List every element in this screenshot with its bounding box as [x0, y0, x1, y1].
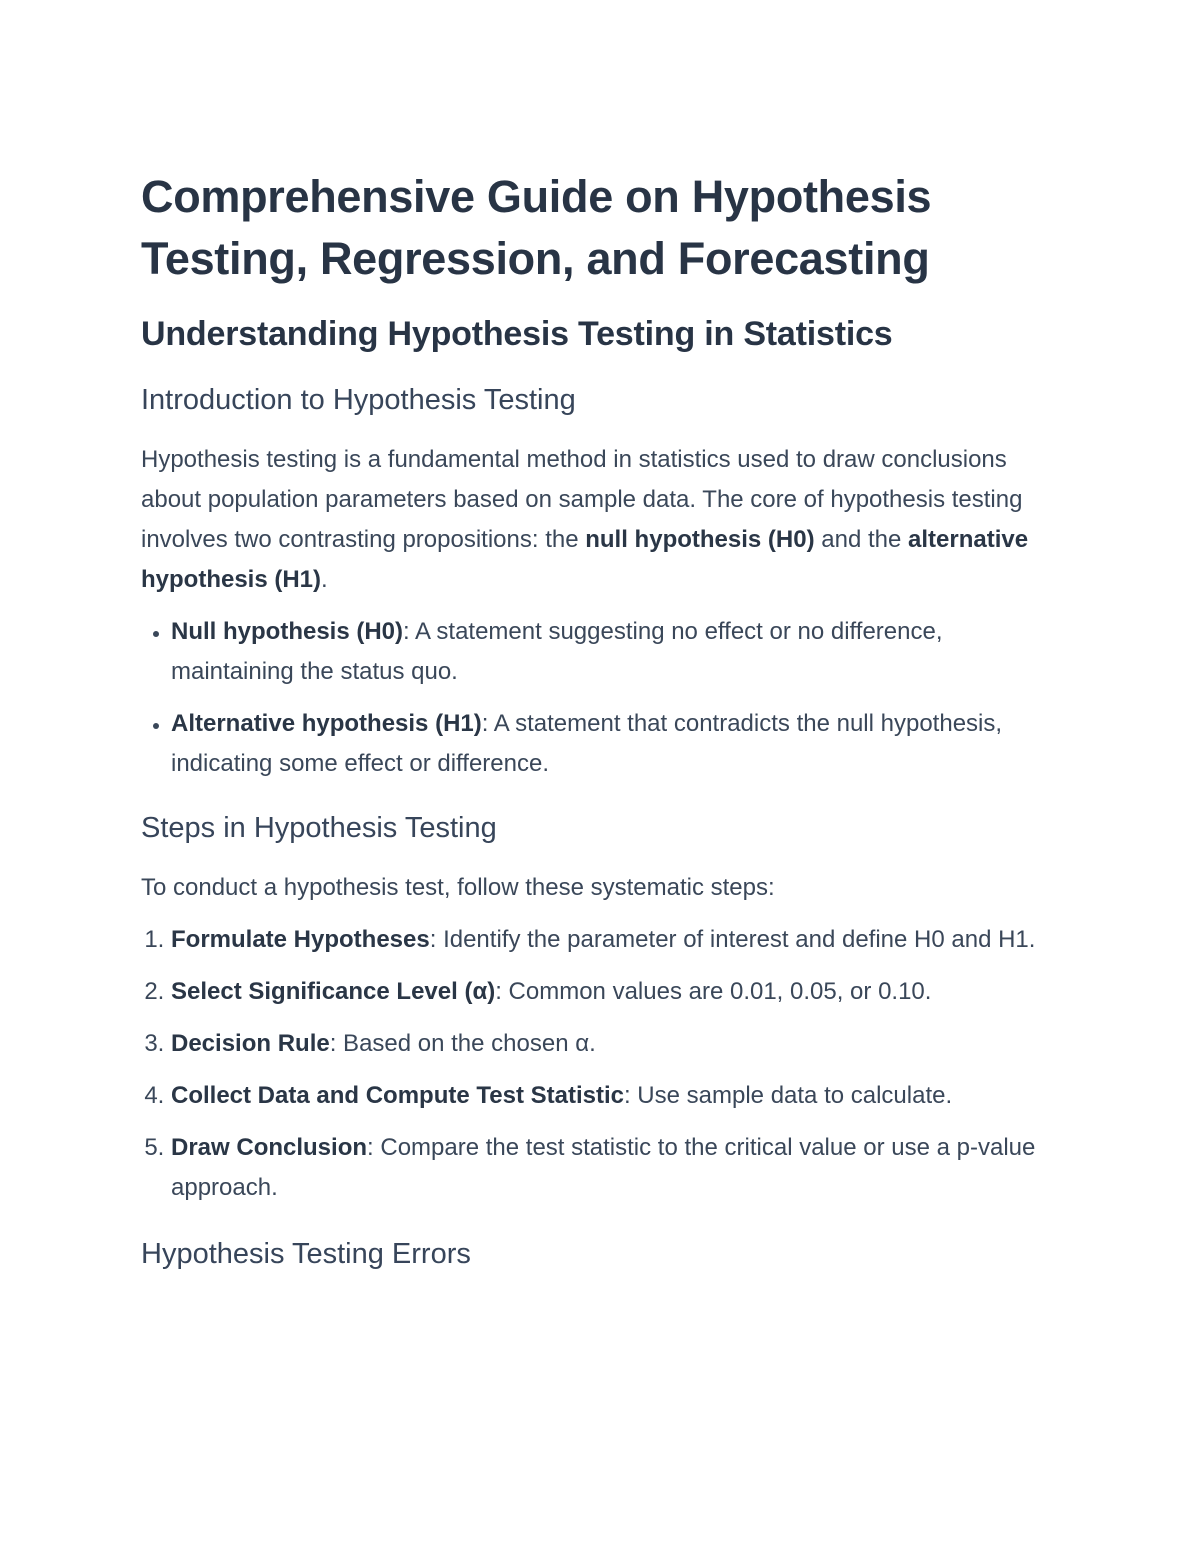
list-item: 4. Collect Data and Compute Test Statistic: Use sample data to calculate.	[171, 1076, 1060, 1116]
list-item: 3. Decision Rule: Based on the chosen α.	[171, 1024, 1060, 1064]
list-item: • Alternative hypothesis (H1): A statement that contradicts the null hypothesis, indicating some effect or difference.	[171, 704, 1060, 784]
section-heading: Understanding Hypothesis Testing in Statistics	[141, 315, 893, 353]
list-item: • Null hypothesis (H0): A statement suggesting no effect or no difference, maintaining the status quo.	[171, 612, 1060, 692]
steps-heading: Steps in Hypothesis Testing	[141, 812, 497, 844]
errors-heading: Hypothesis Testing Errors	[141, 1238, 471, 1270]
document-title: Comprehensive Guide on Hypothesis Testing, Regression, and Forecasting	[141, 171, 932, 284]
list-item: 1. Formulate Hypotheses: Identify the parameter of interest and define H0 and H1.	[171, 920, 1060, 960]
hypothesis-bullet-list	[141, 612, 1060, 784]
steps-lead: To conduct a hypothesis test, follow these systematic steps:	[141, 874, 775, 901]
intro-paragraph: Hypothesis testing is a fundamental method in statistics used to draw conclusions about population parameters based on sample data. The core of hypothesis testing involves two contrasting propositions: the null hypothesis (H0) and the alternative hypothesis (H1).	[141, 446, 1029, 593]
list-item: 2. Select Significance Level (α): Common values are 0.01, 0.05, or 0.10.	[171, 972, 1060, 1012]
intro-heading: Introduction to Hypothesis Testing	[141, 384, 576, 416]
list-item: 5. Draw Conclusion: Compare the test statistic to the critical value or use a p-value approach.	[171, 1128, 1060, 1208]
steps-numbered-list	[141, 920, 1060, 1208]
